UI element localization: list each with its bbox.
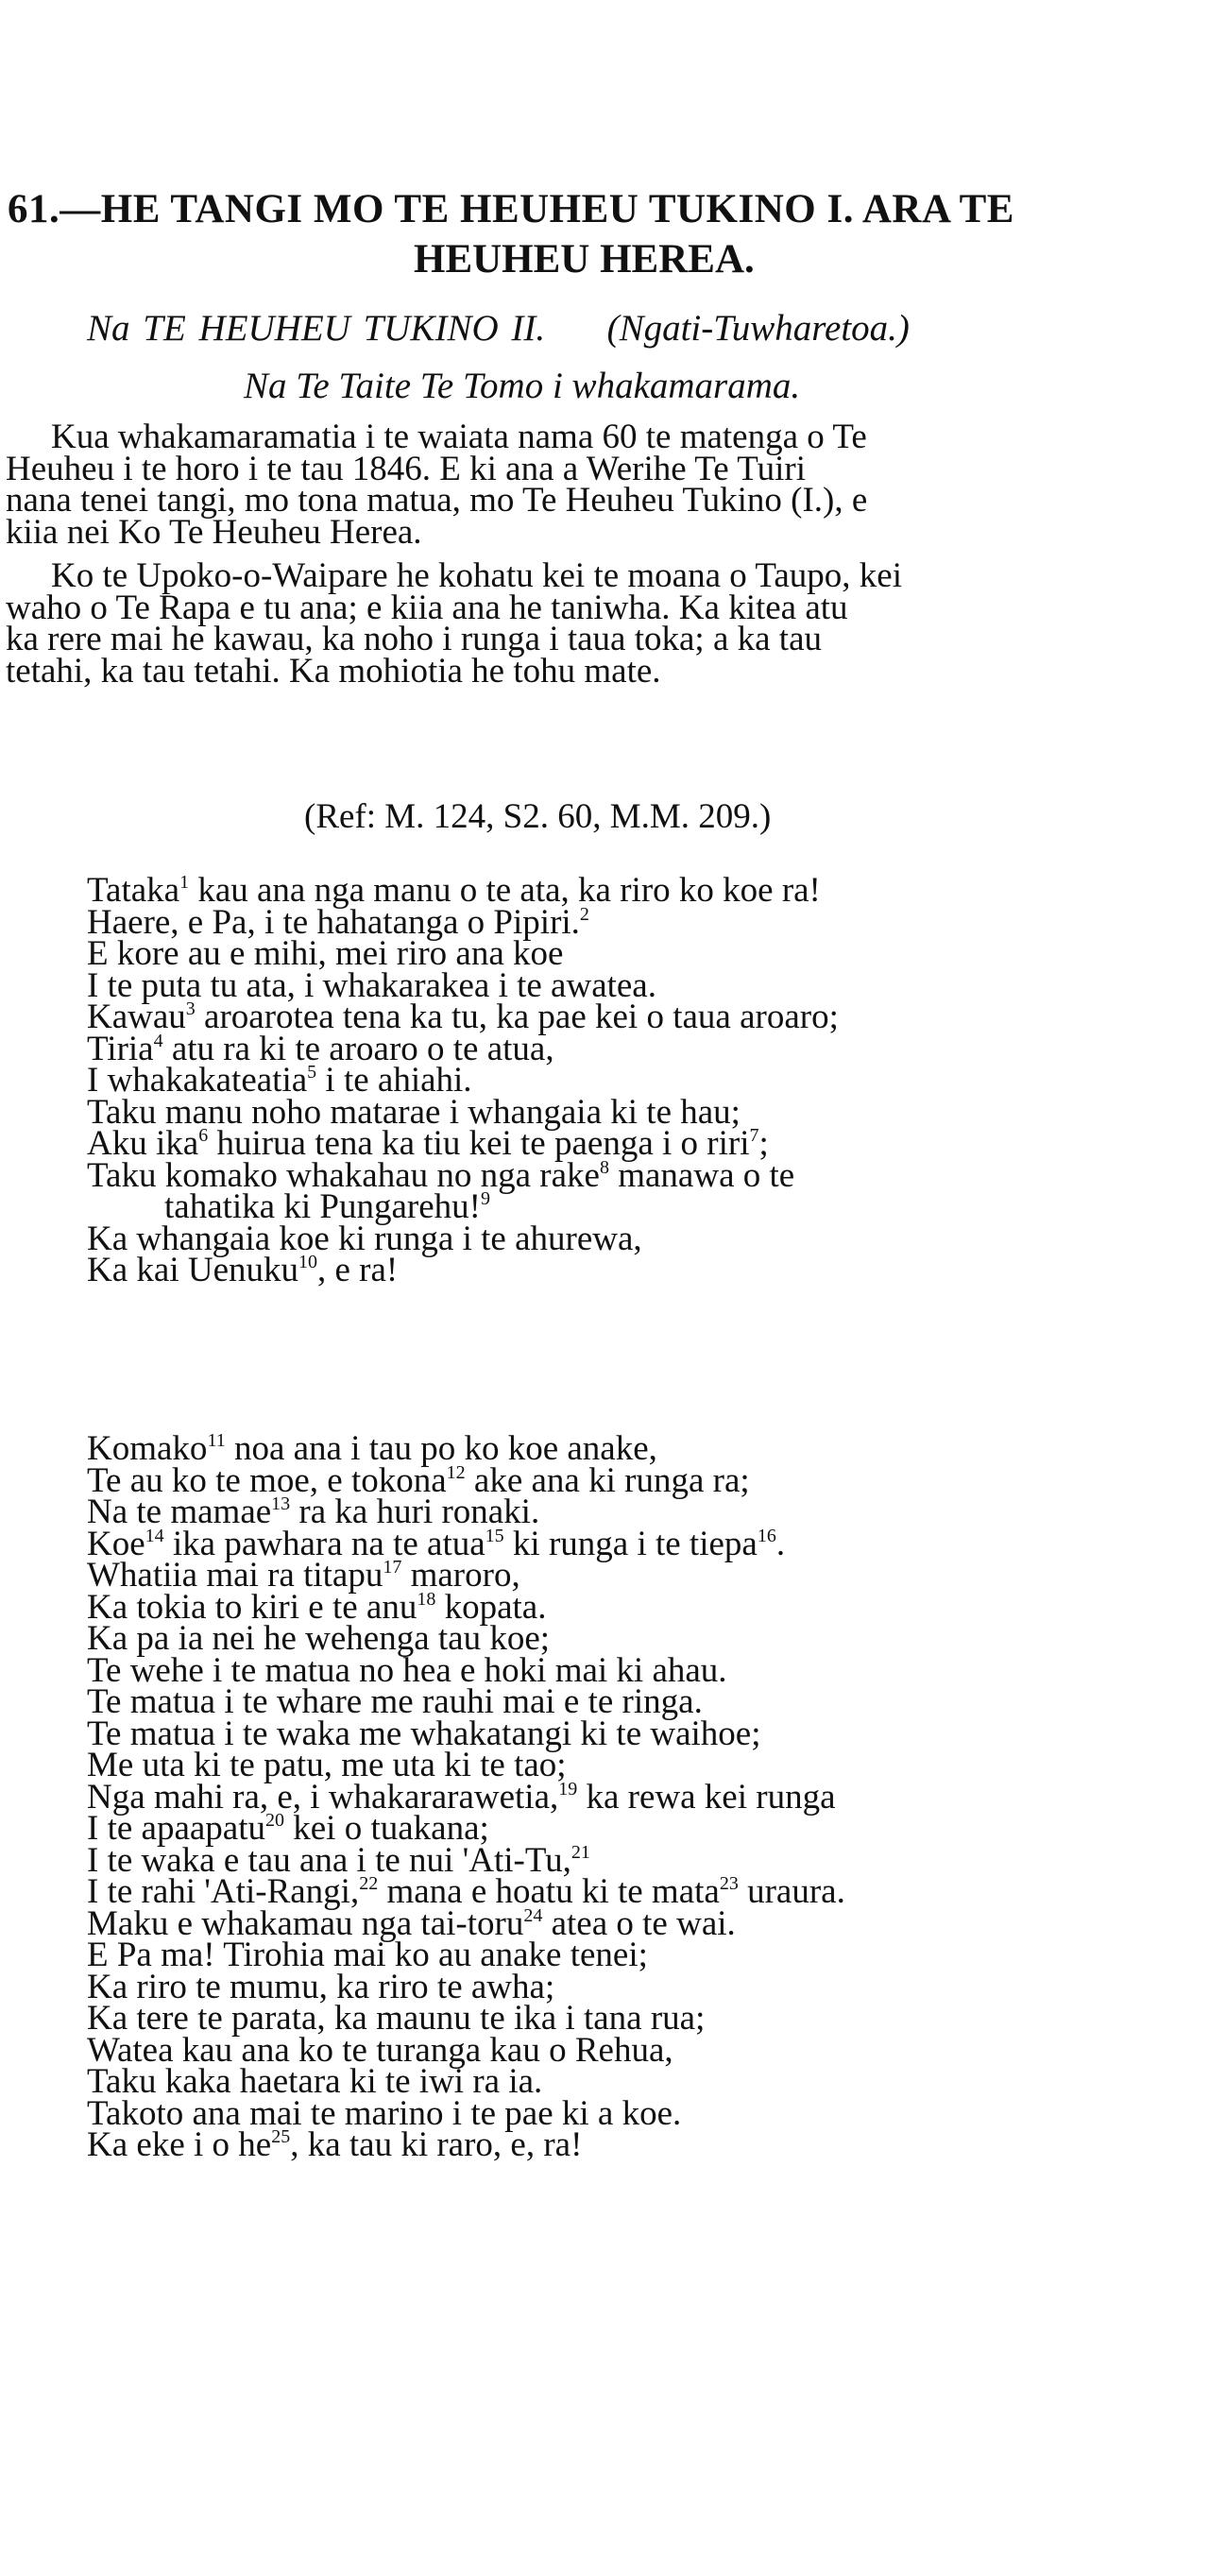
footnote-marker: 1	[179, 872, 190, 893]
editor-line: Na Te Taite Te Tomo i whakamarama.	[244, 366, 801, 406]
footnote-marker: 4	[153, 1030, 163, 1051]
footnote-marker: 3	[185, 998, 196, 1019]
poem-line: Te matua i te waka me whakatangi ki te waihoe;	[87, 1714, 761, 1753]
footnote-marker: 25	[271, 2126, 291, 2147]
footnote-marker: 23	[719, 1873, 739, 1894]
prose-line: ka rere mai he kawau, ka noho i runga i taua toka; a ka tau	[6, 620, 823, 658]
footnote-marker: 13	[271, 1493, 291, 1514]
poem-line: Ka pa ia nei he wehenga tau koe;	[87, 1619, 551, 1658]
poem-line: Komako$^{11}$ noa ana i tau po ko koe anake,	[87, 1429, 657, 1468]
footnote-marker: 8	[599, 1156, 609, 1178]
poem-line: I te puta tu ata, i whakarakea i te awatea.	[87, 965, 656, 1005]
footnote-marker: 19	[558, 1778, 578, 1800]
footnote-marker: 12	[446, 1461, 466, 1483]
poem-line: Taku manu noho matarae i whangaia ki te hau;	[87, 1092, 741, 1132]
prose-line: Kua whakamaramatia i te waiata nama 60 te matenga o Te	[51, 418, 867, 456]
poem-line: Haere, e Pa, i te hahatanga o Pipiri.$^2$	[87, 902, 589, 942]
prose-line: Heuheu i te horo i te tau 1846. E ki ana a Werihe Te Tuiri	[6, 449, 806, 488]
poem-line: Na te mamae$^{13}$ ra ka huri ronaki.	[87, 1493, 540, 1531]
poem-line: Taku komako whakahau no nga rake$^8$ manawa o te	[87, 1155, 795, 1195]
prose-line: waho o Te Rapa e tu ana; e kiia ana he taniwha. Ka kitea atu	[6, 588, 848, 627]
footnote-marker: 7	[749, 1125, 759, 1146]
footnote-marker: 14	[145, 1525, 164, 1546]
poem-line: Watea kau ana ko te turanga kau o Rehua,	[87, 2030, 673, 2070]
poem-line: I te rahi 'Ati-Rangi,$^{22}$ mana e hoatu ki te mata$^{23}$ uraura.	[87, 1872, 845, 1911]
poem-line: Aku ika$^6$ huirua tena ka tiu kei te paenga i o riri$^7$;	[87, 1124, 769, 1163]
poem-stanza-1	[87, 871, 839, 1289]
prose-line: kiia nei Ko Te Heuheu Herea.	[6, 512, 422, 552]
poem-stanza-2	[87, 1429, 845, 2164]
prose-line: tetahi, ka tau tetahi. Ka mohiotia he tohu mate.	[6, 651, 661, 691]
footnote-marker: 5	[307, 1062, 317, 1083]
poem-line: E kore au e mihi, mei riro ana koe	[87, 934, 564, 973]
song-title: 61.—HE TANGI MO TE HEUHEU TUKINO I. ARA TE	[8, 187, 1014, 231]
poem-line: Ka eke i o $he^{25}$, ka tau ki raro, e, ra!	[87, 2125, 583, 2164]
poem-line: I te waka e tau ana i te nui 'Ati-Tu,$^{21}$	[87, 1840, 590, 1880]
poem-line: I te apaapatu$^{20}$ kei o tuakana;	[87, 1809, 489, 1848]
author-line	[87, 307, 910, 350]
poem-line: Taku kaka haetara ki te iwi ra ia.	[87, 2062, 543, 2101]
footnote-marker: 21	[570, 1841, 590, 1863]
prose-line: nana tenei tangi, mo tona matua, mo Te Heuheu Tukino (I.), e	[6, 481, 868, 520]
poem-line: Tataka$^1$ kau ana nga manu o te ata, ka riro ko koe ra!	[87, 871, 821, 910]
author-name: Na TE HEUHEU TUKINO II.	[87, 308, 546, 349]
footnote-marker: 2	[579, 903, 589, 925]
poem-line: Maku e whakamau nga tai-toru$^{24}$ atea o te wai.	[87, 1903, 736, 1943]
footnote-marker: 11	[207, 1430, 226, 1451]
poem-line: Te wehe i te matua no hea e hoki mai ki ahau.	[87, 1650, 727, 1690]
poem-line: Ka riro te mumu, ka riro te awha;	[87, 1967, 555, 2006]
poem-line: Whatiia mai ra titapu$^{17}$ maroro,	[87, 1556, 520, 1595]
footnote-marker: 10	[298, 1252, 317, 1272]
poem-line: Kawau$^3$ aroarotea tena ka tu, ka pae kei o taua aroaro;	[87, 998, 839, 1036]
intro-paragraph-2	[6, 556, 902, 691]
song-title-continuation: HEUHEU HEREA.	[414, 237, 755, 281]
poem-line: Ka tokia to kiri e te anu$^{18}$ kopata.	[87, 1587, 547, 1627]
poem-line: tahatika ki Pungarehu!$^9$	[164, 1187, 490, 1226]
poem-line: E Pa ma! Tirohia mai ko au anake tenei;	[87, 1936, 648, 1974]
poem-line: Ka tere te parata, ka maunu te ika i tana rua;	[87, 1999, 706, 2038]
prose-line: Ko te Upoko-o-Waipare he kohatu kei te moana o Taupo, kei	[51, 556, 902, 595]
footnote-marker: 18	[417, 1588, 436, 1610]
poem-line: Nga mahi ra, e, i whakararawetia,$^{19}$ ka rewa kei runga	[87, 1777, 836, 1817]
poem-line: Koe$^{14}$ ika pawhara na te atua$^{15}$ ki runga i te tiepa$^{16}$.	[87, 1524, 786, 1563]
poem-line: Ka kai Uenuku$^{10}$, e ra!	[87, 1251, 399, 1289]
poem-line: I whakakateatia$^5$ i te ahiahi.	[87, 1061, 472, 1100]
poem-line: Me uta ki te patu, me uta ki te tao;	[87, 1746, 567, 1784]
poem-line: Ka whangaia koe ki runga i te ahurewa,	[87, 1219, 642, 1258]
reference-line: (Ref: M. 124, S2. 60, M.M. 209.)	[304, 797, 772, 836]
footnote-marker: 6	[198, 1125, 209, 1146]
poem-line: Te matua i te whare me rauhi mai e te ringa.	[87, 1682, 703, 1721]
footnote-marker: 9	[480, 1188, 490, 1209]
footnote-marker: 20	[265, 1810, 284, 1831]
footnote-marker: 16	[757, 1525, 776, 1546]
footnote-marker: 17	[383, 1557, 402, 1578]
footnote-marker: 15	[485, 1525, 504, 1546]
tribe-name: (Ngati-Tuwharetoa.)	[606, 308, 910, 349]
footnote-marker: 24	[523, 1904, 543, 1926]
poem-line: Takoto ana mai te marino i te pae ki a koe.	[87, 2093, 682, 2133]
intro-paragraph-1	[6, 418, 868, 552]
poem-line: Te au ko te moe, e tokona$^{12}$ ake ana ki runga ra;	[87, 1460, 750, 1500]
footnote-marker: 22	[359, 1873, 379, 1894]
poem-line: Tiria$^4$ atu ra ki te aroaro o te atua,	[87, 1029, 554, 1068]
